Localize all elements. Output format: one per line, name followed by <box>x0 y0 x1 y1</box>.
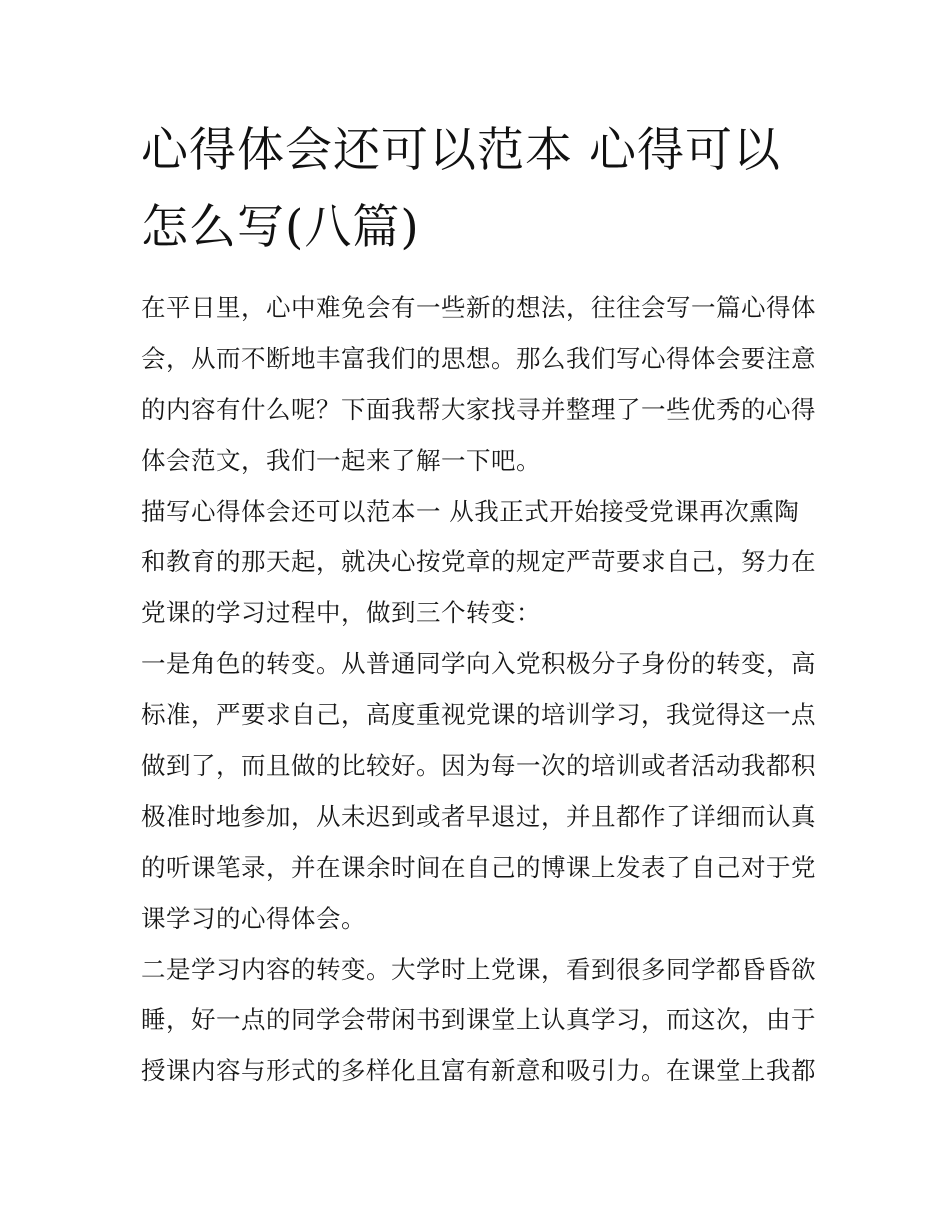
body-line: 二是学习内容的转变。大学时上党课，看到很多同学都昏昏欲 <box>141 954 816 984</box>
document-body <box>141 283 831 1097</box>
body-line: 睡，好一点的同学会带闲书到课堂上认真学习，而这次，由于 <box>141 1005 816 1035</box>
body-line: 课学习的心得体会。 <box>141 903 366 933</box>
body-line: 授课内容与形式的多样化且富有新意和吸引力。在课堂上我都 <box>141 1056 816 1086</box>
body-line: 一是角色的转变。从普通同学向入党积极分子身份的转变，高 <box>141 649 816 679</box>
title-line-2: 怎么写(八篇) <box>141 200 420 255</box>
body-line: 的听课笔录，并在课余时间在自己的博课上发表了自己对于党 <box>141 852 816 882</box>
body-line: 描写心得体会还可以范本一 从我正式开始接受党课再次熏陶 <box>141 496 800 526</box>
body-line: 极准时地参加，从未迟到或者早退过，并且都作了详细而认真 <box>141 801 816 831</box>
body-line: 在平日里，心中难免会有一些新的想法，往往会写一篇心得体 <box>141 293 816 322</box>
body-line: 会，从而不断地丰富我们的思想。那么我们写心得体会要注意 <box>141 343 816 373</box>
title-line-1: 心得体会还可以范本 心得可以 <box>141 123 781 178</box>
body-line: 的内容有什么呢？下面我帮大家找寻并整理了一些优秀的心得 <box>141 394 816 424</box>
body-line: 和教育的那天起，就决心按党章的规定严苛要求自己，努力在 <box>141 547 816 577</box>
body-line: 做到了，而且做的比较好。因为每一次的培训或者活动我都积 <box>141 751 816 781</box>
body-line: 标准，严要求自己，高度重视党课的培训学习，我觉得这一点 <box>141 700 816 730</box>
body-line: 党课的学习过程中，做到三个转变： <box>141 598 541 628</box>
document-title <box>141 112 841 266</box>
body-line: 体会范文，我们一起来了解一下吧。 <box>141 445 541 475</box>
